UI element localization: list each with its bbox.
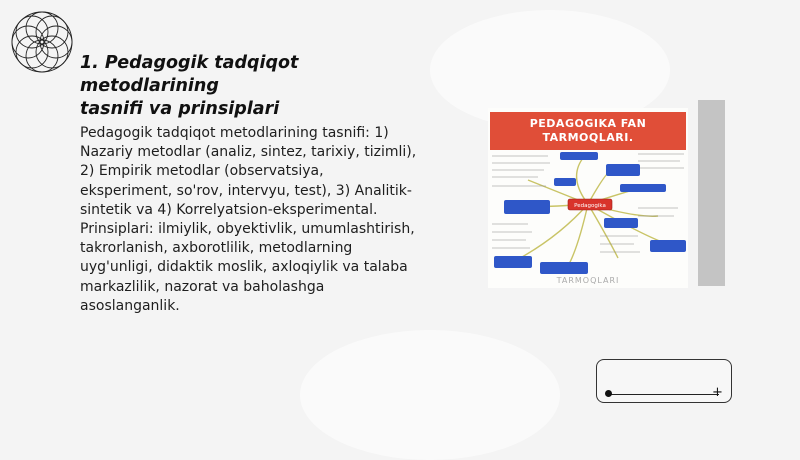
circle-knot-icon	[4, 4, 80, 80]
slider-track[interactable]	[609, 394, 719, 395]
diagram-image	[488, 108, 688, 288]
plus-icon[interactable]: +	[712, 385, 723, 400]
slide-title	[80, 52, 440, 121]
slider-widget[interactable]	[596, 359, 732, 403]
slide-title-line2: tasnifi va prinsiplari	[80, 99, 280, 119]
diagram-header-line1: PEDAGOGIKA FAN	[529, 117, 647, 130]
image-side-bar	[698, 100, 725, 286]
background-shape	[300, 330, 560, 460]
diagram-header-line2: TARMOQLARI.	[542, 131, 634, 144]
slide-body-text: Pedagogik tadqiqot metodlarining tasnifi: 1) Nazariy metodlar (analiz, sintez, tarixiy, tizimli), 2) Empirik metodlar (observatsiya, eksperiment, so'rov, intervyu, test), 3) Analitik-sintetik va 4) Korrelyatsion-eksperimental. Prinsiplari: ilmiylik, obyektivlik, umumlashtirish, takrorlanish, axborotlilik, metodlarning uyg'unligi, didaktik moslik, axloqiylik va talaba markazlilik, nazorat va baholashga asoslanganlik.	[80, 125, 417, 314]
slide-title-line1: 1. Pedagogik tadqiqot metodlarining	[80, 53, 299, 96]
center-node-label: Pedagogika	[574, 203, 606, 209]
mind-map-graphic	[488, 108, 688, 288]
dot-icon[interactable]	[605, 390, 612, 397]
diagram-footer: TARMOQLARI	[556, 276, 620, 285]
